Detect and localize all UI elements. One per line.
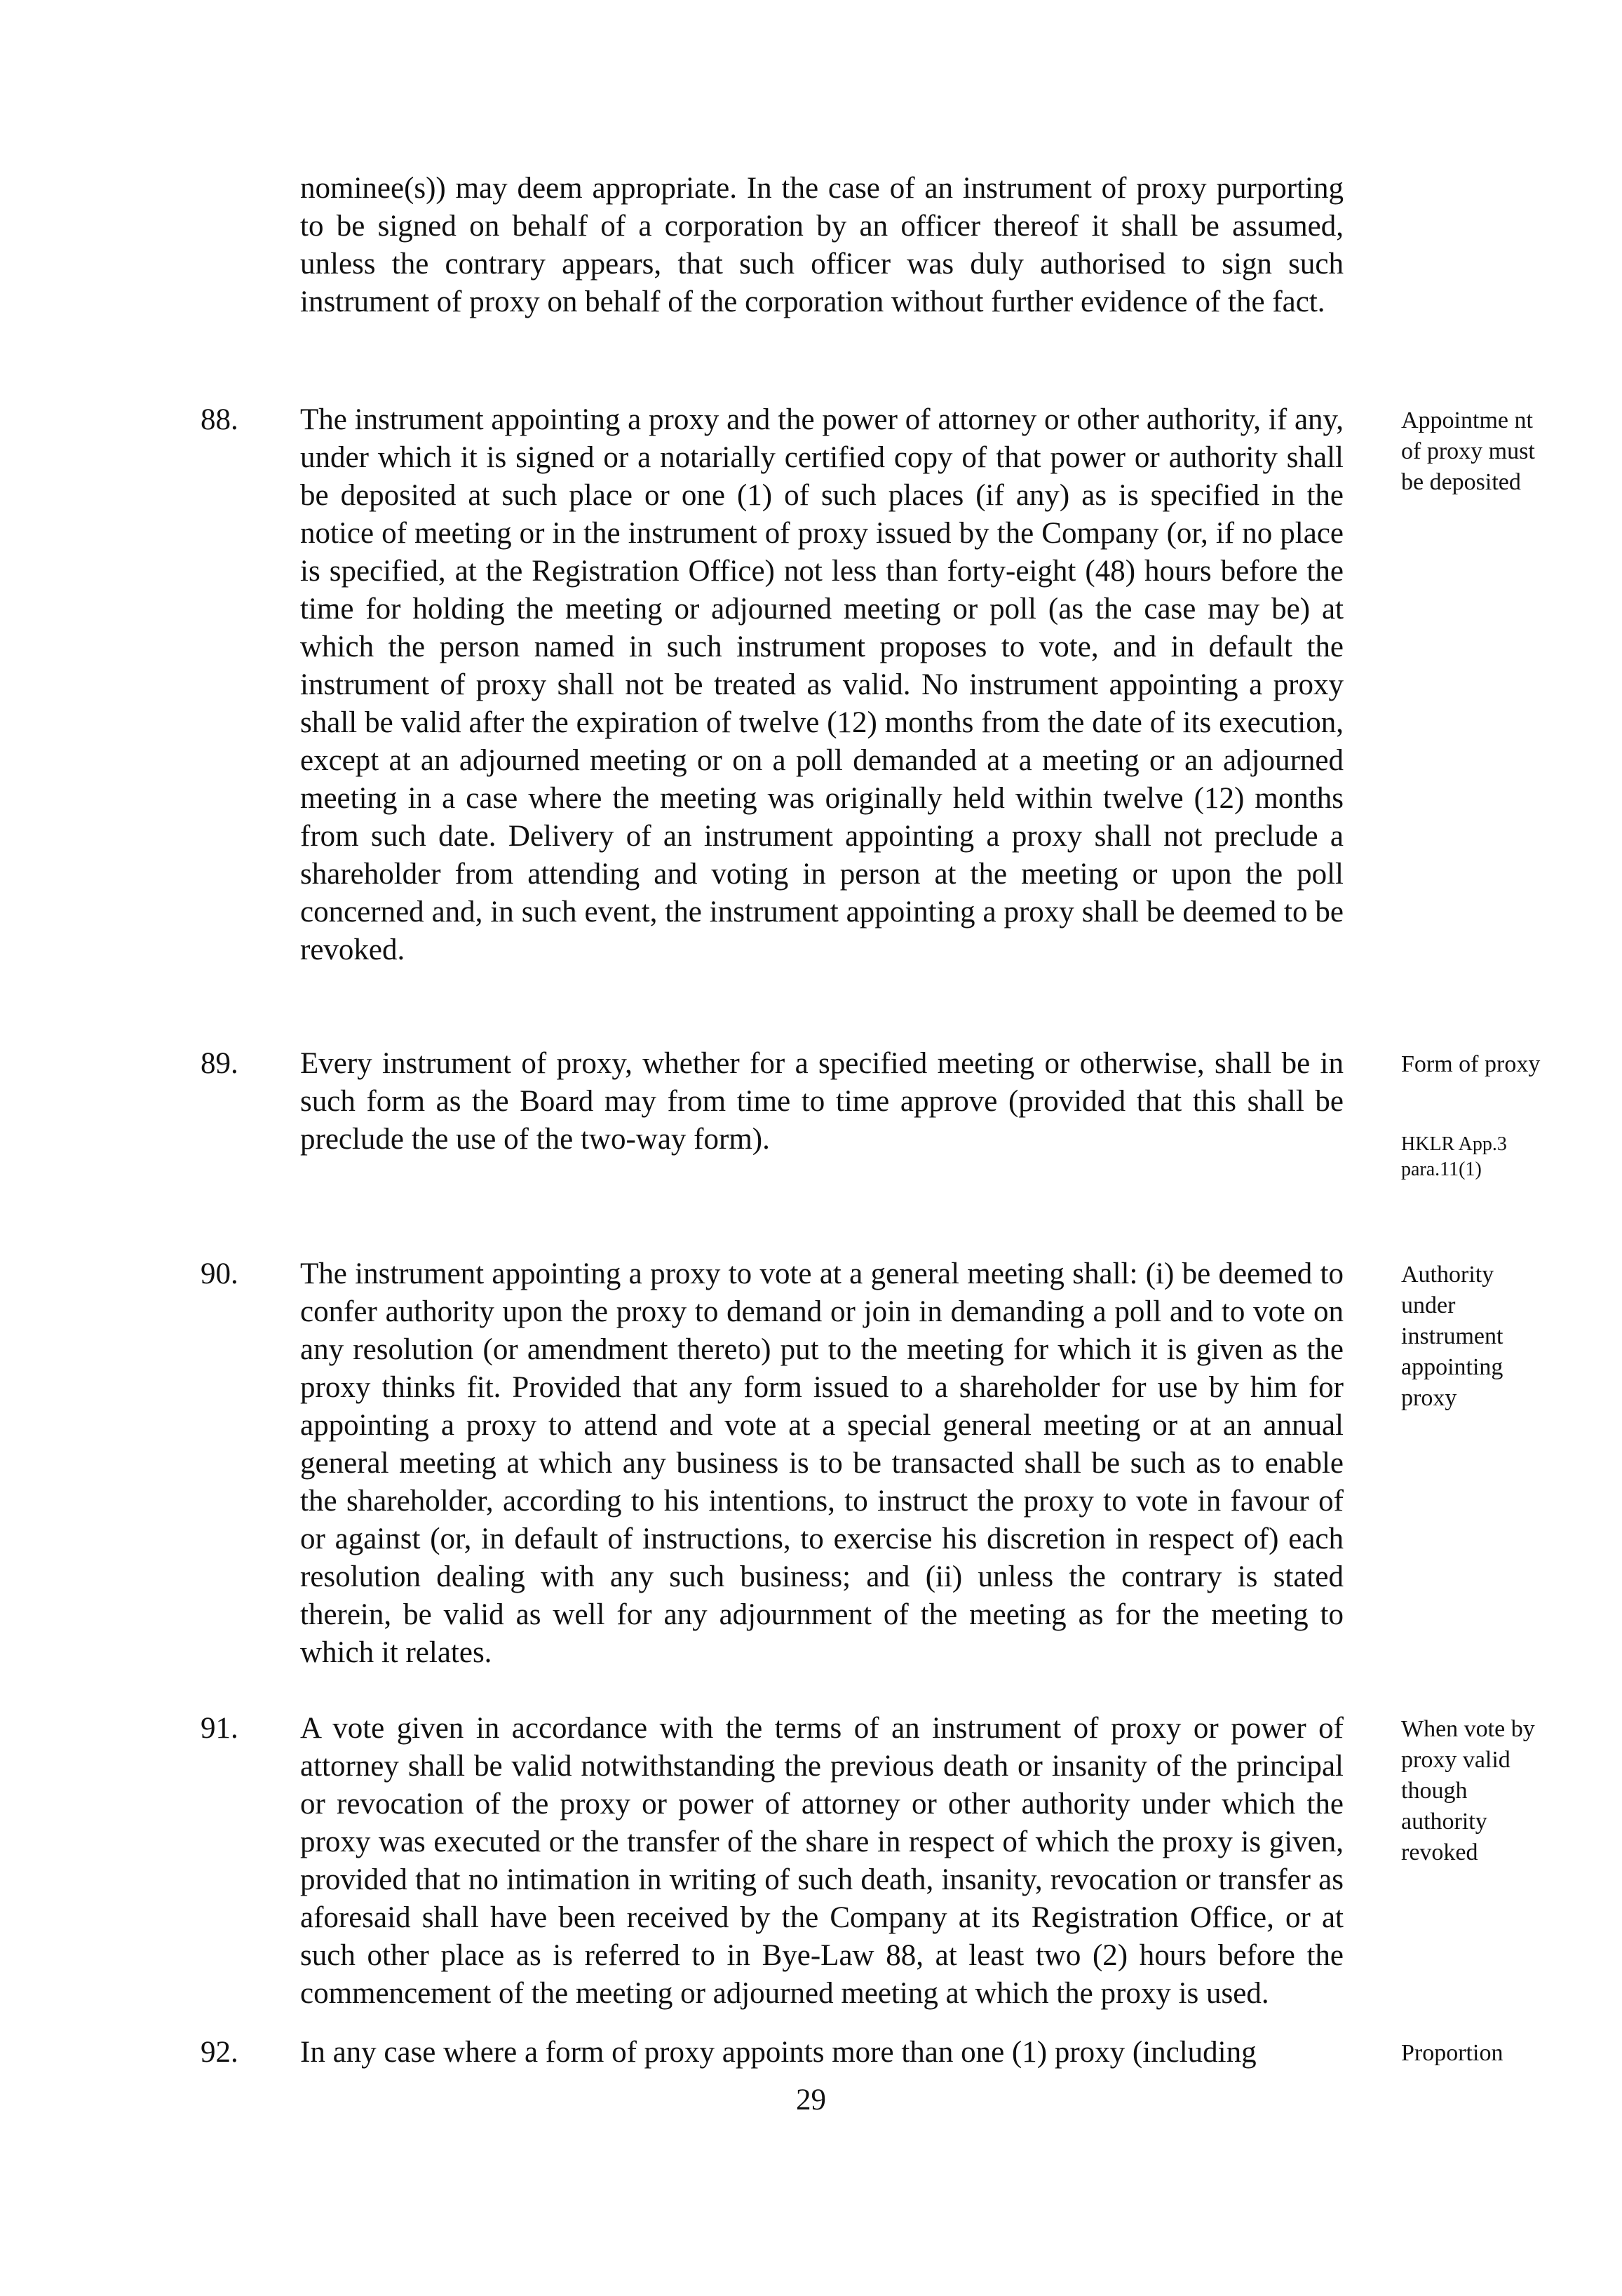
clause-text: The instrument appointing a proxy and the power of attorney or other authority, if any, under which it is signed or a notarially certified copy of that power or authority shall be deposited at such place or one (1) of such places (if any) as is specified in the notice of meeting or in the instrument of proxy issued by the Company (or, if no place is specified, at the Registration Office) not less than forty-eight (48) hours before the time for holding the meeting or adjourned meeting or poll (as the case may be) at which the person named in such instrument proposes to vote, and in default the instrument of proxy shall not be treated as valid. No instrument appointing a proxy shall be valid after the expiration of twelve (12) months from the date of its execution, except at an adjourned meeting or on a poll demanded at a meeting or an adjourned meeting in a case where the meeting was originally held within twelve (12) months from such date. Delivery of an instrument appointing a proxy shall not preclude a shareholder from attending and voting in person at the meeting or upon the poll concerned and, in such event, the instrument appointing a proxy shall be deemed to be revoked. <box>300 403 1344 966</box>
clause-text: The instrument appointing a proxy to vote at a general meeting shall: (i) be deemed to confer authority upon the proxy to demand or join in demanding a poll and to vote on any resolution (or amendment thereto) put to the meeting for which it is given as the proxy thinks fit. Provided that any form issued to a shareholder for use by him for appointing a proxy to attend and vote at a special general meeting or at an annual general meeting at which any business is to be transacted shall be such as to enable the shareholder, according to his intentions, to instruct the proxy to vote in favour of or against (or, in default of instructions, to exercise his discretion in respect of) each resolution dealing with any such business; and (ii) unless the contrary is stated therein, be valid as well for any adjournment of the meeting as for the meeting to which it relates. <box>300 1257 1344 1669</box>
clause-number: 89. <box>201 1047 238 1080</box>
clause-text: In any case where a form of proxy appoints more than one (1) proxy (including <box>300 2036 1257 2069</box>
margin-note: When vote by proxy valid though authority revoked <box>1401 1716 1535 1865</box>
clause-number: 90. <box>201 1257 238 1290</box>
margin-reference: HKLR App.3 para.11(1) <box>1401 1133 1507 1180</box>
margin-note: Form of proxy <box>1401 1051 1541 1077</box>
intro-paragraph: nominee(s)) may deem appropriate. In the case of an instrument of proxy purporting to be signed on behalf of a corporation by an officer thereof it shall be assumed, unless the contrary appears, that such officer was duly authorised to sign such instrument of proxy on behalf of the corporation without further evidence of the fact. <box>300 172 1344 318</box>
clause-number: 91. <box>201 1712 238 1745</box>
clause-text: A vote given in accordance with the terms of an instrument of proxy or power of attorney shall be valid notwithstanding the previous death or insanity of the principal or revocation of the proxy or power of attorney or other authority under which the proxy was executed or the transfer of the share in respect of which the proxy is given, provided that no intimation in writing of such death, insanity, revocation or transfer as aforesaid shall have been received by the Company at its Registration Office, or at such other place as is referred to in Bye-Law 88, at least two (2) hours before the commencement of the meeting or adjourned meeting at which the proxy is used. <box>300 1712 1344 2010</box>
clause-text: Every instrument of proxy, whether for a specified meeting or otherwise, shall be in such form as the Board may from time to time approve (provided that this shall be preclude the use of the two-way form). <box>300 1047 1344 1156</box>
clause-number: 88. <box>201 403 238 436</box>
margin-note: Appointme nt of proxy must be deposited <box>1401 407 1535 495</box>
margin-note: Proportion <box>1401 2040 1503 2066</box>
page-number: 29 <box>796 2084 826 2116</box>
clause-number: 92. <box>201 2036 238 2069</box>
margin-note: Authority under instrument appointing proxy <box>1401 1262 1503 1411</box>
